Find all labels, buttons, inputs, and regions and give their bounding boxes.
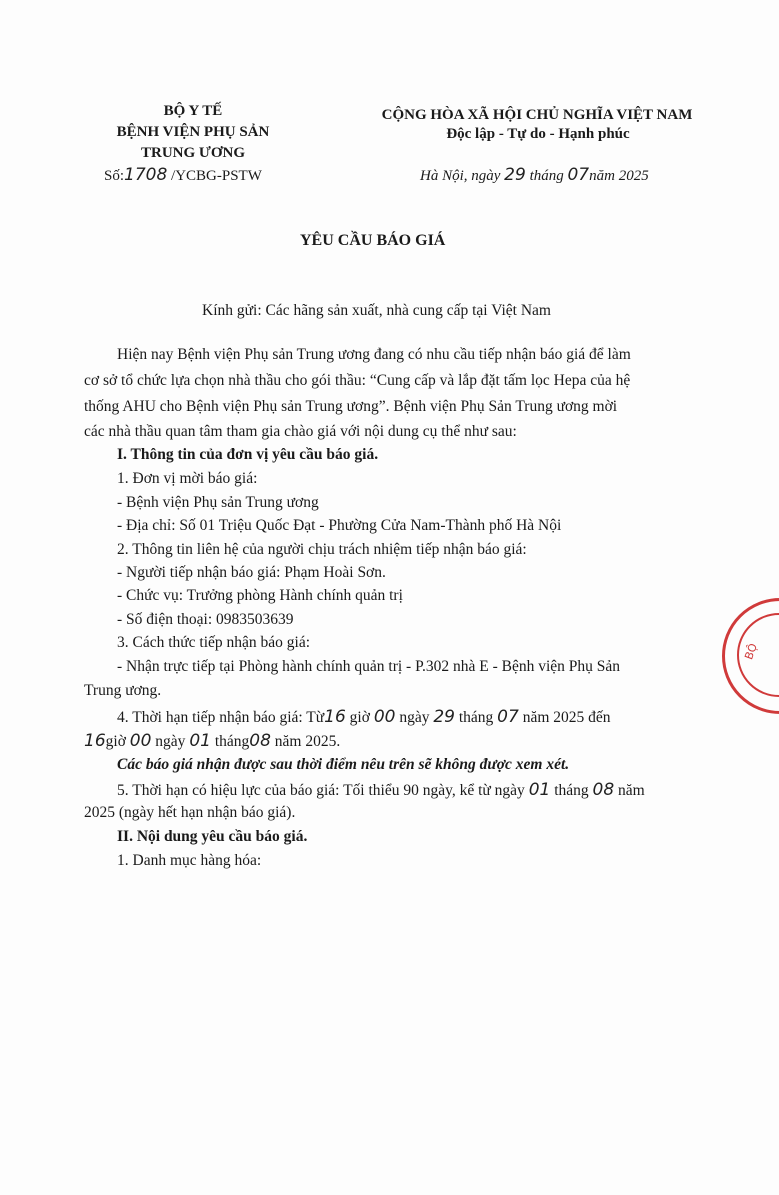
section-1-item-5-line1: 5. Thời hạn có hiệu lực của báo giá: Tối thiểu 90 ngày, kể từ ngày 01 tháng 08 năm <box>117 780 645 800</box>
official-stamp <box>722 598 779 714</box>
handwritten-end-minute: 00 <box>129 731 152 751</box>
section-1-item-2c: - Số điện thoại: 0983503639 <box>117 611 294 628</box>
section-1-item-5-line2: 2025 (ngày hết hạn nhận báo giá). <box>84 804 296 821</box>
handwritten-validity-day: 01 <box>528 780 551 800</box>
handwritten-start-hour: 16 <box>324 707 346 727</box>
handwritten-validity-month: 08 <box>592 780 615 800</box>
date-day-handwritten: 29 <box>504 165 526 185</box>
section-1-item-4-line2: 16giờ 00 ngày 01 tháng08 năm 2025. <box>84 731 341 751</box>
recipient-line: Kính gửi: Các hãng sản xuất, nhà cung cấp tại Việt Nam <box>202 302 551 319</box>
section-1-title: I. Thông tin của đơn vị yêu cầu báo giá. <box>117 446 379 463</box>
section-1-item-2b: - Chức vụ: Trưởng phòng Hành chính quản trị <box>117 587 403 604</box>
handwritten-end-month: 08 <box>249 731 271 751</box>
section-1-item-2: 2. Thông tin liên hệ của người chịu trách nhiệm tiếp nhận báo giá: <box>117 541 527 558</box>
handwritten-end-day: 01 <box>189 731 211 751</box>
national-motto: Độc lập - Tự do - Hạnh phúc <box>446 126 630 142</box>
section-2-item-1: 1. Danh mục hàng hóa: <box>117 852 262 869</box>
section-1-item-2a: - Người tiếp nhận báo giá: Phạm Hoài Sơn. <box>117 564 386 581</box>
intro-line-1: Hiện nay Bệnh viện Phụ sản Trung ương đang có nhu cầu tiếp nhận báo giá để làm <box>117 346 631 363</box>
section-1-item-1a: - Bệnh viện Phụ sản Trung ương <box>117 494 319 511</box>
late-submission-note: Các báo giá nhận được sau thời điểm nêu trên sẽ không được xem xét. <box>117 756 570 773</box>
section-1-item-3: 3. Cách thức tiếp nhận báo giá: <box>117 634 311 651</box>
document-title: YÊU CẦU BÁO GIÁ <box>300 232 446 249</box>
ministry-name: BỘ Y TẾ <box>163 103 223 119</box>
intro-line-2: cơ sở tổ chức lựa chọn nhà thầu cho gói thầu: “Cung cấp và lắp đặt tấm lọc Hepa của hệ <box>84 372 631 389</box>
document-date: Hà Nội, ngày 29 tháng 07năm 2025 <box>420 165 649 185</box>
section-1-item-3a-line2: Trung ương. <box>84 682 162 699</box>
section-1-item-1b: - Địa chỉ: Số 01 Triệu Quốc Đạt - Phường Cửa Nam-Thành phố Hà Nội <box>117 517 562 534</box>
handwritten-start-day: 29 <box>433 707 455 727</box>
section-1-item-4-line1: 4. Thời hạn tiếp nhận báo giá: Từ16 giờ 00 ngày 29 tháng 07 năm 2025 đến <box>117 707 611 727</box>
date-month-handwritten: 07 <box>567 165 590 185</box>
document-number-handwritten: 1708 <box>124 165 168 185</box>
section-2-title: II. Nội dung yêu cầu báo giá. <box>117 828 308 845</box>
handwritten-end-hour: 16 <box>84 731 106 751</box>
country-name: CỘNG HÒA XÃ HỘI CHỦ NGHĨA VIỆT NAM <box>381 107 693 123</box>
intro-line-3: thống AHU cho Bệnh viện Phụ sản Trung ương”. Bệnh viện Phụ Sản Trung ương mời <box>84 398 618 415</box>
handwritten-start-month: 07 <box>497 707 519 727</box>
intro-line-4: các nhà thầu quan tâm tham gia chào giá với nội dung cụ thể như sau: <box>84 423 517 440</box>
handwritten-start-minute: 00 <box>373 707 396 727</box>
official-stamp-text: BỘ <box>742 641 760 662</box>
section-1-item-1: 1. Đơn vị mời báo giá: <box>117 470 258 487</box>
hospital-name-line1: BỆNH VIỆN PHỤ SẢN <box>116 124 270 140</box>
document-number: Số:1708 /YCBG-PSTW <box>104 165 262 185</box>
section-1-item-3a-line1: - Nhận trực tiếp tại Phòng hành chính quản trị - P.302 nhà E - Bệnh viện Phụ Sản <box>117 658 621 675</box>
hospital-name-line2: TRUNG ƯƠNG <box>140 145 246 161</box>
